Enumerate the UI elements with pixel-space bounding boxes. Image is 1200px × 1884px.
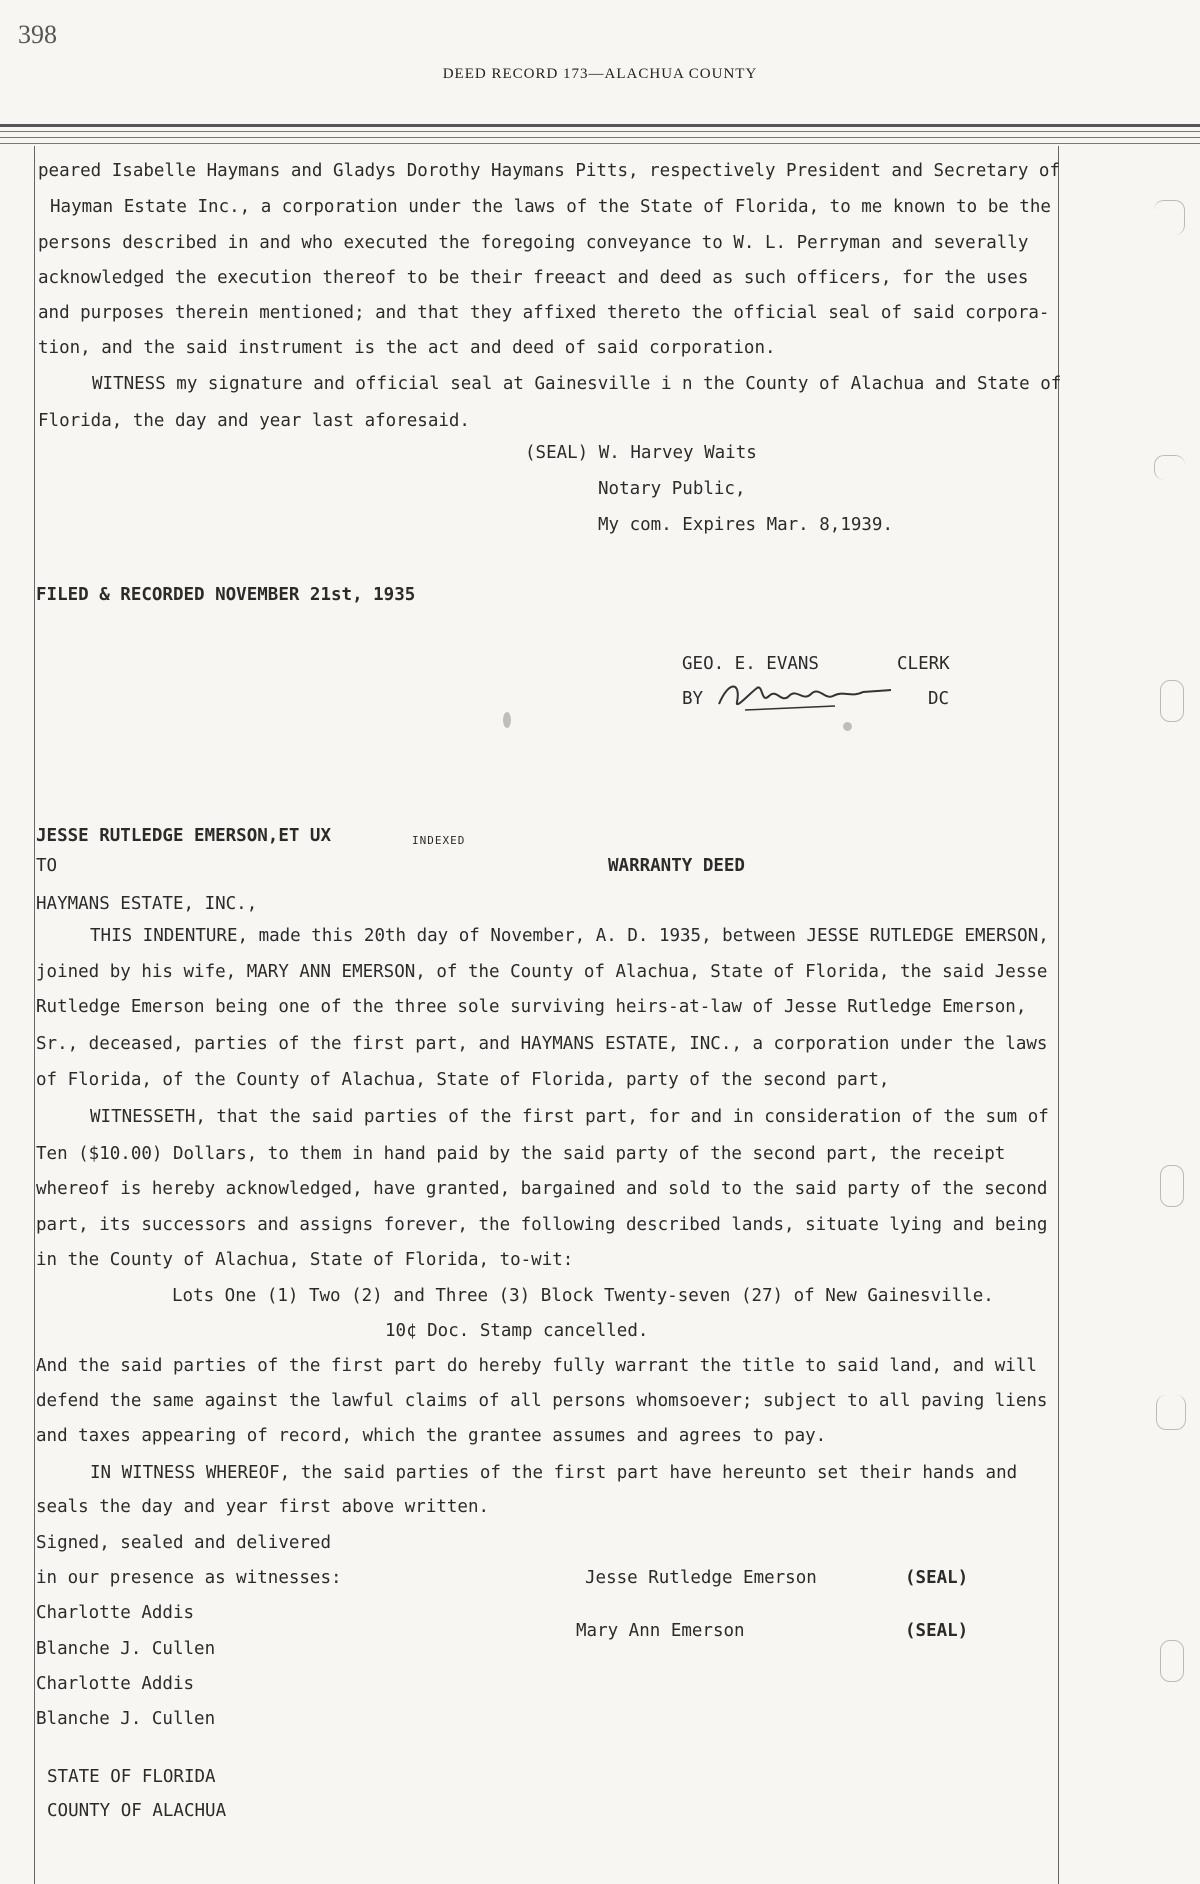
deputy-clerk-signature — [715, 674, 895, 718]
ack-line: Florida, the day and year last aforesaid. — [38, 411, 470, 431]
indexed-stamp: INDEXED — [412, 834, 466, 847]
warranty-line: and taxes appearing of record, which the grantee assumes and agrees to pay. — [36, 1426, 827, 1446]
ack-line: tion, and the said instrument is the act and deed of said corporation. — [38, 338, 776, 358]
witness-name: Charlotte Addis — [36, 1603, 195, 1623]
deed-body-line: joined by his wife, MARY ANN EMERSON, of the County of Alachua, State of Florida, the said Jesse — [36, 962, 1048, 982]
witness-line: WITNESS my signature and official seal at Gainesville i n the County of Alachua and State of — [92, 374, 1062, 394]
binder-hole — [1160, 1165, 1184, 1207]
clerk-by: BY — [682, 689, 704, 709]
header-rule-low — [0, 137, 1200, 138]
binder-hole-mark — [1154, 200, 1185, 235]
signer-name: Mary Ann Emerson — [576, 1621, 745, 1641]
witness-name: Blanche J. Cullen — [36, 1709, 216, 1729]
ack-line: Hayman Estate Inc., a corporation under the laws of the State of Florida, to me known to be the — [50, 197, 1051, 217]
notary-name: (SEAL) W. Harvey Waits — [525, 443, 757, 463]
binder-hole — [1160, 680, 1184, 722]
in-witness-line: IN WITNESS WHEREOF, the said parties of the first part have hereunto set their hands and — [90, 1463, 1018, 1483]
warranty-line: And the said parties of the first part do hereby fully warrant the title to said land, and will — [36, 1356, 1037, 1376]
signer-name: Jesse Rutledge Emerson — [585, 1568, 817, 1588]
clerk-name: GEO. E. EVANS — [682, 654, 819, 674]
deed-body-line: Ten ($10.00) Dollars, to them in hand paid by the said party of the second part, the receipt — [36, 1144, 1006, 1164]
left-margin-line — [34, 146, 35, 1884]
deed-body-line: Sr., deceased, parties of the first part, and HAYMANS ESTATE, INC., a corporation under the laws — [36, 1034, 1048, 1054]
warranty-line: defend the same against the lawful claims of all persons whomsoever; subject to all paving liens — [36, 1391, 1048, 1411]
deed-body-line: of Florida, of the County of Alachua, State of Florida, party of the second part, — [36, 1070, 890, 1090]
ink-smudge — [503, 712, 511, 728]
clerk-title: CLERK — [897, 654, 950, 674]
ink-smudge — [843, 722, 852, 731]
notary-title: Notary Public, — [598, 479, 746, 499]
page-header: DEED RECORD 173—ALACHUA COUNTY — [442, 66, 758, 82]
grantor-heading: JESSE RUTLEDGE EMERSON,ET UX — [36, 826, 332, 846]
grantee-heading: HAYMANS ESTATE, INC., — [36, 894, 258, 914]
in-witness-line: seals the day and year first above written. — [36, 1497, 490, 1517]
ack-line: peared Isabelle Haymans and Gladys Dorothy Haymans Pitts, respectively President and Secretary of — [38, 161, 1060, 181]
deputy-clerk-label: DC — [928, 689, 950, 709]
signer-seal: (SEAL) — [905, 1568, 969, 1588]
doc-stamp-note: 10¢ Doc. Stamp cancelled. — [385, 1321, 649, 1341]
notary-expiry: My com. Expires Mar. 8,1939. — [598, 515, 894, 535]
header-rule-mid — [0, 131, 1200, 132]
deed-type: WARRANTY DEED — [608, 856, 745, 876]
witness-intro: in our presence as witnesses: — [36, 1568, 342, 1588]
ack-line: and purposes therein mentioned; and that they affixed thereto the official seal of said corpora- — [38, 303, 1050, 323]
signer-seal: (SEAL) — [905, 1621, 969, 1641]
header-rule-top — [0, 124, 1200, 127]
deed-body-line: THIS INDENTURE, made this 20th day of November, A. D. 1935, between JESSE RUTLEDGE EMERSON, — [90, 926, 1049, 946]
deed-body-line: part, its successors and assigns forever, the following described lands, situate lying and being — [36, 1215, 1048, 1235]
deed-body-line: in the County of Alachua, State of Florida, to-wit: — [36, 1250, 574, 1270]
to-label: TO — [36, 856, 58, 876]
witness-intro: Signed, sealed and delivered — [36, 1533, 332, 1553]
filed-recorded: FILED & RECORDED NOVEMBER 21st, 1935 — [36, 585, 416, 605]
ack-line: persons described in and who executed the foregoing conveyance to W. L. Perryman and severally — [38, 233, 1029, 253]
ack-line: acknowledged the execution thereof to be their freeact and deed as such officers, for the uses — [38, 268, 1029, 288]
state-label: STATE OF FLORIDA — [47, 1767, 216, 1787]
witness-name: Charlotte Addis — [36, 1674, 195, 1694]
deed-body-line: Rutledge Emerson being one of the three sole surviving heirs-at-law of Jesse Rutledge Emerson, — [36, 997, 1027, 1017]
deed-body-line: whereof is hereby acknowledged, have granted, bargained and sold to the said party of the second — [36, 1179, 1048, 1199]
witness-name: Blanche J. Cullen — [36, 1639, 216, 1659]
land-description: Lots One (1) Two (2) and Three (3) Block Twenty-seven (27) of New Gainesville. — [172, 1286, 994, 1306]
binder-hole-mark — [1154, 455, 1185, 480]
binder-hole — [1160, 1640, 1184, 1682]
county-label: COUNTY OF ALACHUA — [47, 1801, 227, 1821]
right-margin-line — [1058, 146, 1059, 1884]
binder-hole-mark — [1156, 1395, 1186, 1430]
header-rule-bottom — [0, 143, 1200, 144]
page-number: 398 — [18, 20, 57, 49]
deed-body-line: WITNESSETH, that the said parties of the first part, for and in consideration of the sum of — [90, 1107, 1049, 1127]
